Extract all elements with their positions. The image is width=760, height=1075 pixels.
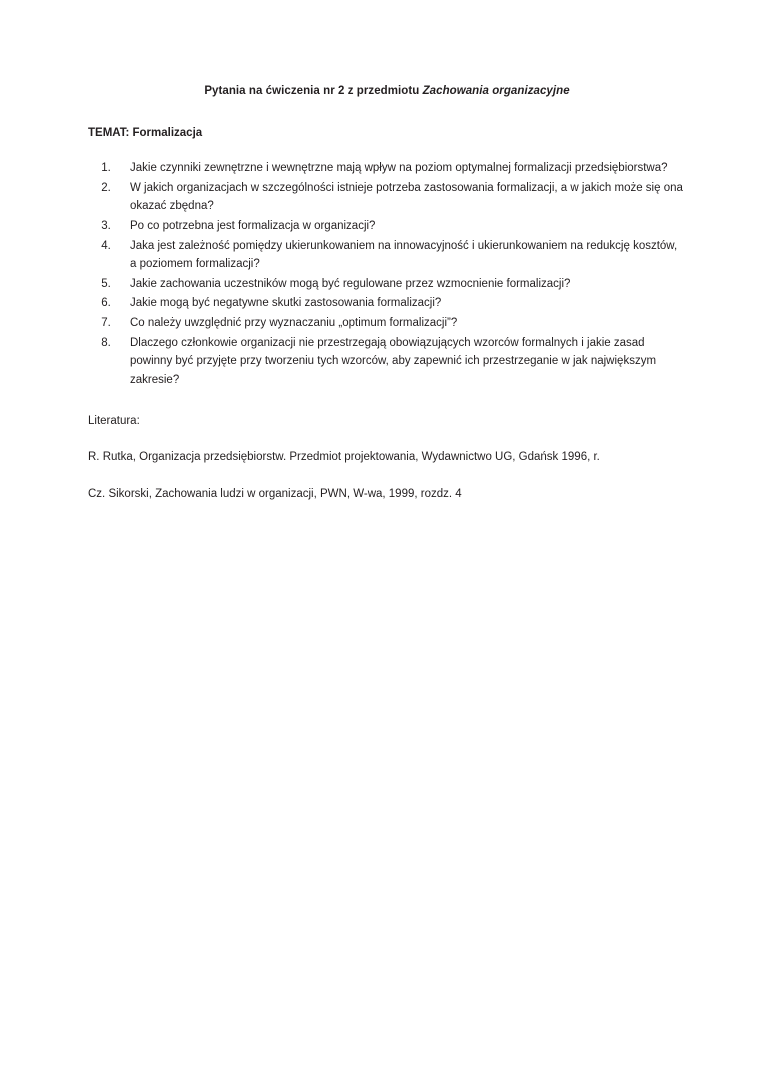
- list-item: 5. Jakie zachowania uczestników mogą być regulowane przez wzmocnienie formalizacji?: [114, 275, 686, 294]
- literature-entry: R. Rutka, Organizacja przedsiębiorstw. Przedmiot projektowania, Wydawnictwo UG, Gdańsk 1996, r.: [88, 451, 600, 464]
- questions-list: [88, 159, 686, 390]
- list-item: 4. Jaka jest zależność pomiędzy ukierunkowaniem na innowacyjność i ukierunkowaniem na redukcję kosztów, a poziomem formalizacji?: [114, 237, 686, 274]
- list-item: 8. Dlaczego członkowie organizacji nie przestrzegają obowiązujących wzorców formalnych i jakie zasad powinny być przyjęte przy tworzeniu tych wzorców, aby zapewnić ich przestrzeganie w jak największym zakresie?: [114, 334, 686, 390]
- page-title-subject: Zachowania organizacyjne: [422, 85, 570, 97]
- list-item: 2. W jakich organizacjach w szczególności istnieje potrzeba zastosowania formalizacji, a w jakich może się ona okazać zbędna?: [114, 179, 686, 216]
- list-item: 6. Jakie mogą być negatywne skutki zastosowania formalizacji?: [114, 294, 686, 313]
- literature-entry: Cz. Sikorski, Zachowania ludzi w organizacji, PWN, W-wa, 1999, rozdz. 4: [88, 487, 462, 500]
- list-item: 7. Co należy uwzględnić przy wyznaczaniu „optimum formalizacji”?: [114, 314, 686, 333]
- page-title-prefix: Pytania na ćwiczenia nr 2 z przedmiotu: [204, 85, 423, 97]
- list-item: 1. Jakie czynniki zewnętrzne i wewnętrzne mają wpływ na poziom optymalnej formalizacji przedsiębiorstwa?: [114, 159, 686, 178]
- topic-heading: TEMAT: Formalizacja: [88, 126, 203, 139]
- list-item: 3. Po co potrzebna jest formalizacja w organizacji?: [114, 217, 686, 236]
- literature-heading: Literatura:: [88, 414, 140, 427]
- page-title: [88, 84, 686, 100]
